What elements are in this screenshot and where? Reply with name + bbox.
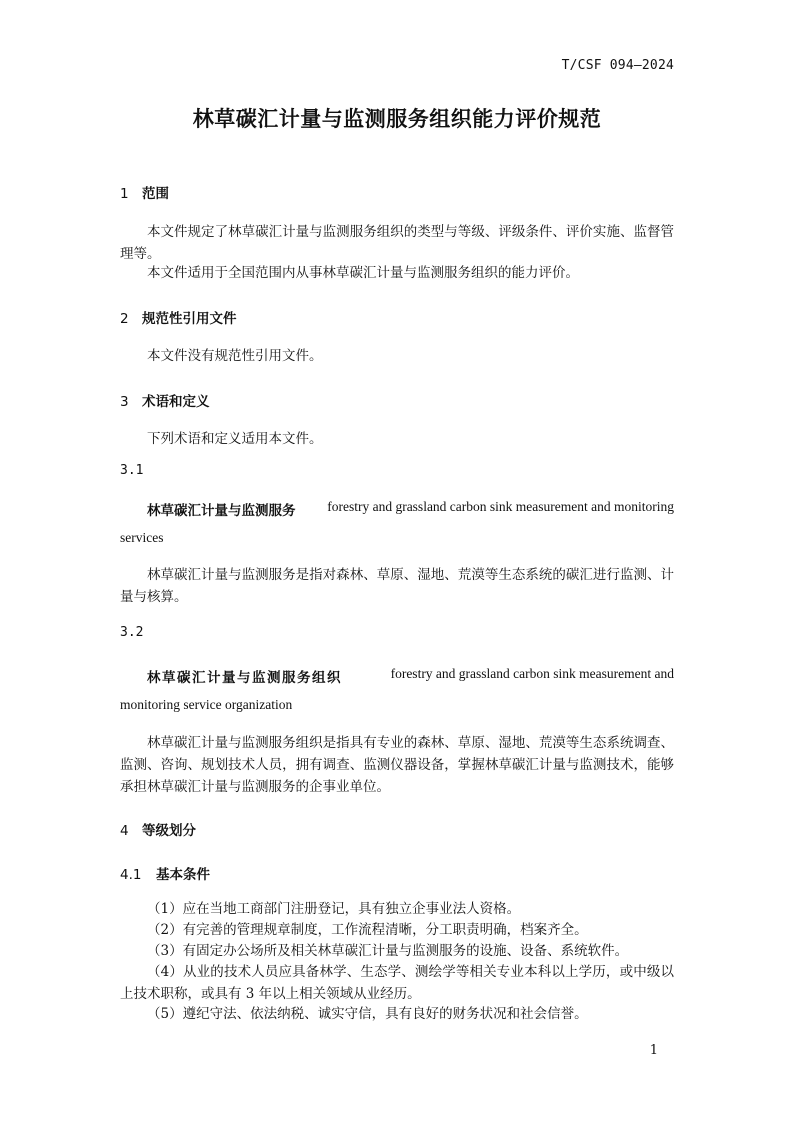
term-3-1-english: forestry and grassland carbon sink measurement and monitoring	[327, 499, 674, 514]
term-3-2-english: forestry and grassland carbon sink measurement and	[390, 666, 674, 681]
clause-3-2-number: 3.2	[120, 625, 144, 640]
subsection-4-1-heading	[120, 863, 210, 883]
page-number: 1	[649, 1043, 658, 1058]
standard-code: T/CSF 094—2024	[561, 58, 674, 73]
section-1-heading	[120, 182, 169, 202]
section-title: 范围	[142, 186, 169, 202]
section-title: 等级划分	[142, 823, 196, 839]
document-title: 林草碳汇计量与监测服务组织能力评价规范	[192, 107, 602, 131]
section-1-paragraph-2: 本文件适用于全国范围内从事林草碳汇计量与监测服务组织的能力评价。	[147, 265, 579, 281]
term-3-1-english-continued: services	[120, 530, 164, 545]
condition-item-5: （5）遵纪守法、依法纳税、诚实守信，具有良好的财务状况和社会信誉。	[147, 1006, 588, 1022]
section-number: 2	[120, 311, 129, 327]
condition-item-3: （3）有固定办公场所及相关林草碳汇计量与监测服务的设施、设备、系统软件。	[147, 943, 629, 959]
section-title: 术语和定义	[142, 394, 210, 410]
term-3-2-english-continued: monitoring service organization	[120, 697, 293, 712]
section-4-heading	[120, 819, 196, 839]
section-2-heading	[120, 307, 237, 327]
section-number: 4	[120, 823, 129, 839]
clause-3-1-number: 3.1	[120, 463, 144, 478]
section-3-paragraph-1: 下列术语和定义适用本文件。	[147, 431, 323, 447]
section-number: 1	[120, 186, 129, 202]
term-3-2-definition: 林草碳汇计量与监测服务组织是指具有专业的森林、草原、湿地、荒漠等生态系统调查、监测、咨询、规划技术人员，拥有调查、监测仪器设备，掌握林草碳汇计量与监测技术，能够承担林草碳汇计量与监测服务的企事业单位。	[120, 735, 674, 795]
section-1-paragraph-1: 本文件规定了林草碳汇计量与监测服务组织的类型与等级、评级条件、评价实施、监督管理等。	[120, 224, 674, 262]
section-3-heading	[120, 390, 210, 410]
subsection-title: 基本条件	[156, 867, 210, 883]
condition-item-4: （4）从业的技术人员应具备林学、生态学、测绘学等相关专业本科以上学历，或中级以上技术职称，或具有 3 年以上相关领域从业经历。	[120, 964, 674, 1002]
term-3-2	[147, 666, 674, 686]
term-3-1-chinese: 林草碳汇计量与监测服务	[147, 503, 296, 519]
term-3-2-chinese: 林草碳汇计量与监测服务组织	[147, 670, 342, 686]
section-2-paragraph-1: 本文件没有规范性引用文件。	[147, 348, 323, 364]
section-number: 3	[120, 394, 129, 410]
term-3-1	[147, 499, 674, 519]
subsection-number: 4.1	[120, 867, 142, 883]
term-3-1-definition: 林草碳汇计量与监测服务是指对森林、草原、湿地、荒漠等生态系统的碳汇进行监测、计量与核算。	[120, 567, 674, 605]
condition-item-2: （2）有完善的管理规章制度，工作流程清晰，分工职责明确，档案齐全。	[147, 922, 588, 938]
section-title: 规范性引用文件	[142, 311, 237, 327]
condition-item-1: （1）应在当地工商部门注册登记，具有独立企事业法人资格。	[147, 901, 521, 917]
